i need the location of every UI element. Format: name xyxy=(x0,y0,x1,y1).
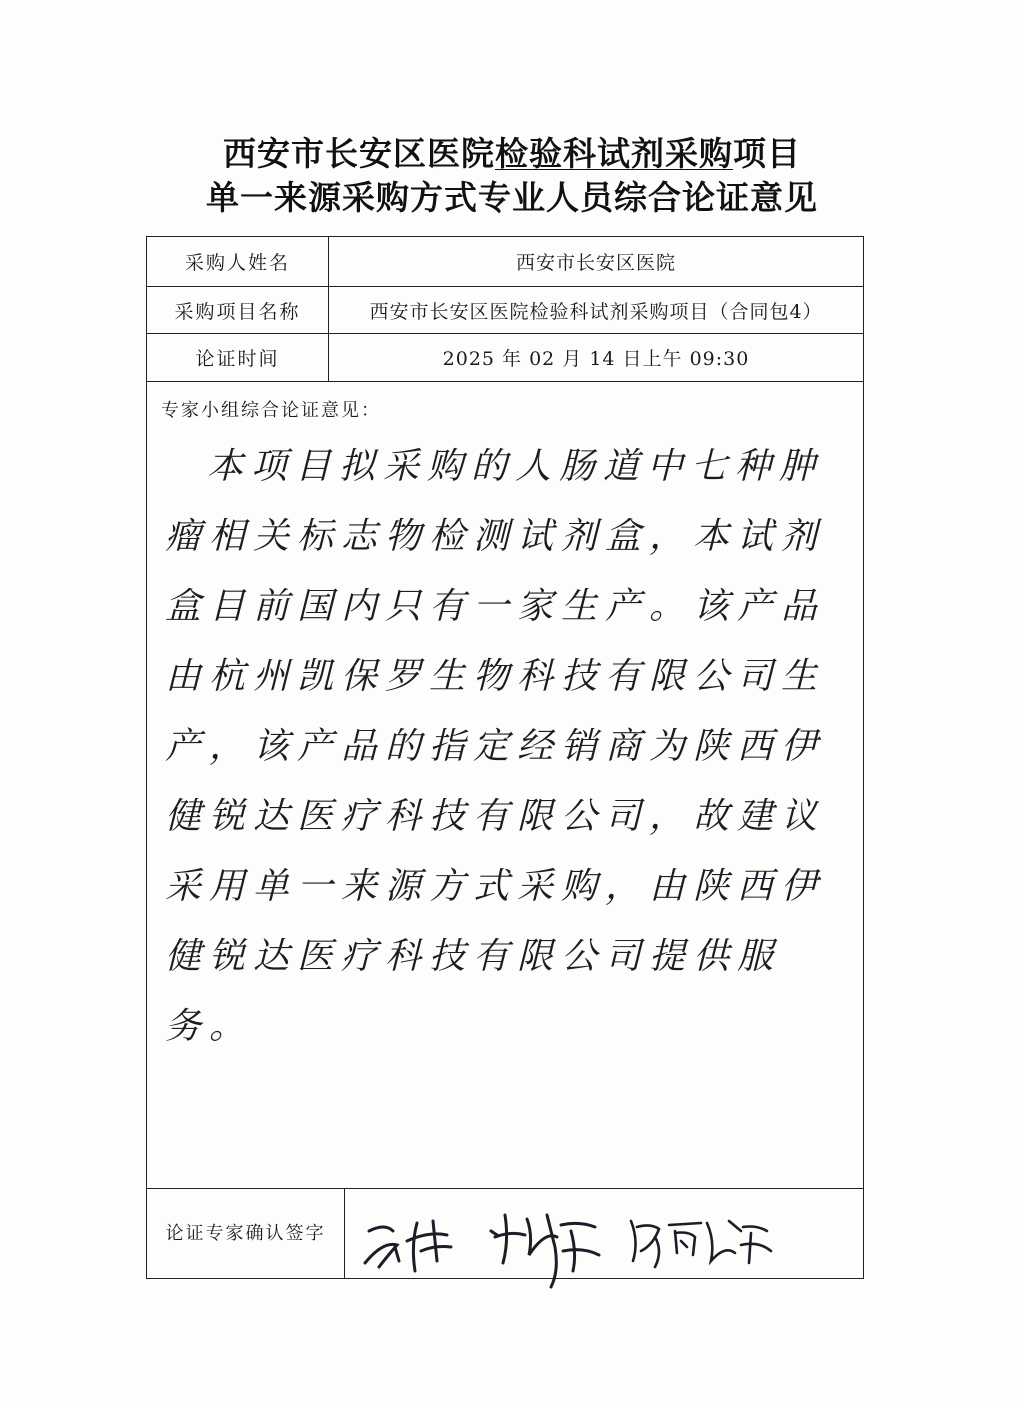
title-prefix: 西安市长安区医院 xyxy=(223,134,495,173)
signature-label: 论证专家确认签字 xyxy=(147,1189,345,1278)
purchaser-row xyxy=(147,237,863,287)
signature-2-drawing xyxy=(485,1201,605,1276)
project-value: 西安市长安区医院检验科试剂采购项目（合同包4） xyxy=(369,300,823,323)
handwritten-opinion: 本项目拟采购的人肠道中七种肿瘤相关标志物检测试剂盒，本试剂盒目前国内只有一家生产。该产品由杭州凯保罗生物科技有限公司生产，该产品的指定经销商为陕西伊健锐达医疗科技有限公司，故建议采用单一来源方式采购，由陕西伊健锐达医疗科技有限公司提供服务。 xyxy=(165,446,826,1047)
time-value: 2025 年 02 月 14 日上午 09:30 xyxy=(442,348,750,370)
signature-3-drawing xyxy=(625,1201,775,1276)
time-row xyxy=(147,334,863,382)
signature-1-drawing xyxy=(355,1201,475,1276)
document-title-line1 xyxy=(0,128,1024,175)
signature-2 xyxy=(485,1201,605,1276)
opinion-form xyxy=(146,236,864,1279)
signature-area xyxy=(345,1189,863,1278)
signature-3 xyxy=(625,1201,775,1276)
signature-row xyxy=(147,1189,863,1278)
project-label: 采购项目名称 xyxy=(147,287,329,333)
time-label: 论证时间 xyxy=(147,334,329,381)
document-title-line2: 单一来源采购方式专业人员综合论证意见 xyxy=(206,178,818,217)
title-underlined: 检验科试剂采购 xyxy=(495,134,733,173)
purchaser-label: 采购人姓名 xyxy=(147,237,329,286)
project-row xyxy=(147,287,863,334)
signature-1 xyxy=(355,1201,475,1276)
title-suffix: 项目 xyxy=(733,134,801,173)
purchaser-value: 西安市长安区医院 xyxy=(515,252,676,274)
opinion-section xyxy=(147,382,863,1189)
opinion-label: 专家小组综合论证意见： xyxy=(161,400,381,421)
